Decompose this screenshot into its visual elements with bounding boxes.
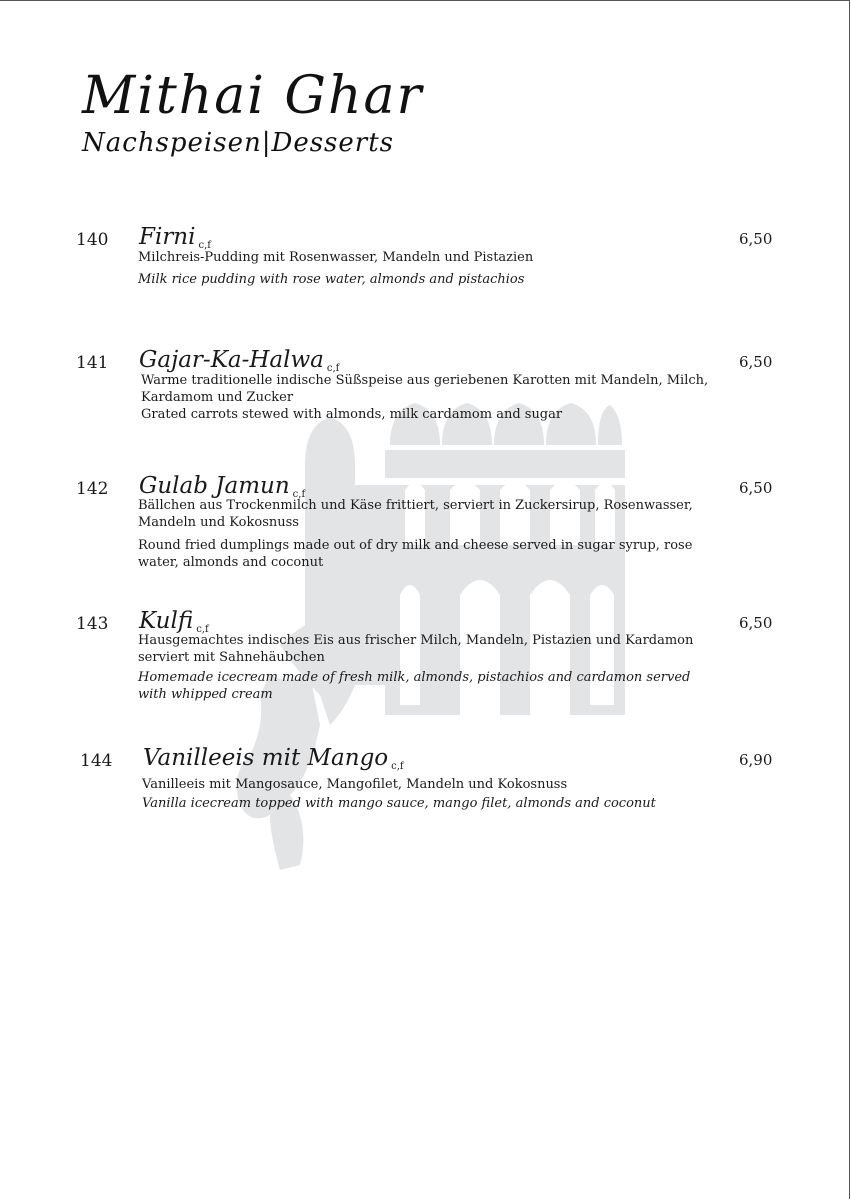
item-name-text: Gajar-Ka-Halwa [139, 347, 324, 373]
item-description-en: Vanilla icecream topped with mango sauce, mango filet, almonds and coconut [142, 796, 656, 811]
item-description-de: Bällchen aus Trockenmilch und Käse frittiert, serviert in Zuckersirup, Rosenwasser, Mandeln und Kokosnuss [138, 498, 693, 530]
item-price: 6,50 [739, 230, 773, 248]
item-name [139, 347, 339, 374]
item-number: 140 [76, 230, 109, 250]
allergen-codes: c,f [326, 363, 340, 374]
item-number: 141 [76, 353, 109, 373]
item-description-de: Vanilleeis mit Mangosauce, Mangofilet, Mandeln und Kokosnuss [142, 777, 568, 792]
item-name-text: Gulab Jamun [139, 473, 290, 499]
item-price: 6,50 [739, 353, 773, 371]
item-description-de: Milchreis-Pudding mit Rosenwasser, Mandeln und Pistazien [138, 250, 534, 265]
item-number: 144 [80, 751, 113, 771]
item-name-text: Vanilleeis mit Mango [143, 745, 389, 771]
item-description-de: Hausgemachtes indisches Eis aus frischer Milch, Mandeln, Pistazien und Kardamon serviert mit Sahnehäubchen [138, 633, 694, 665]
item-name-text: Kulfi [139, 608, 194, 634]
item-name [143, 745, 404, 772]
item-name [139, 608, 209, 635]
item-number: 142 [76, 479, 109, 499]
item-name-text: Firni [139, 224, 196, 250]
allergen-codes: c,f [292, 489, 306, 500]
item-price: 6,50 [739, 479, 773, 497]
item-description-de: Warme traditionelle indische Süßspeise aus geriebenen Karotten mit Mandeln, Milch, Kardamom und Zucker [141, 373, 709, 405]
restaurant-title: Mithai Ghar [82, 66, 424, 126]
allergen-codes: c,f [391, 761, 404, 772]
menu-section-subtitle: Nachspeisen|Desserts [82, 128, 395, 158]
item-description-en: Milk rice pudding with rose water, almonds and pistachios [138, 272, 525, 287]
allergen-codes: c,f [196, 624, 209, 635]
item-price: 6,50 [739, 614, 773, 632]
item-name [139, 224, 211, 251]
item-name [139, 473, 305, 500]
allergen-codes: c,f [198, 240, 211, 251]
item-number: 143 [76, 614, 109, 634]
item-description-en: Homemade icecream made of fresh milk, almonds, pistachios and cardamon served with whipped cream [138, 670, 691, 702]
item-description-en: Grated carrots stewed with almonds, milk cardamom and sugar [141, 407, 563, 422]
item-description-en: Round fried dumplings made out of dry milk and cheese served in sugar syrup, rose water, almonds and coconut [138, 538, 693, 570]
item-price: 6,90 [739, 751, 773, 769]
